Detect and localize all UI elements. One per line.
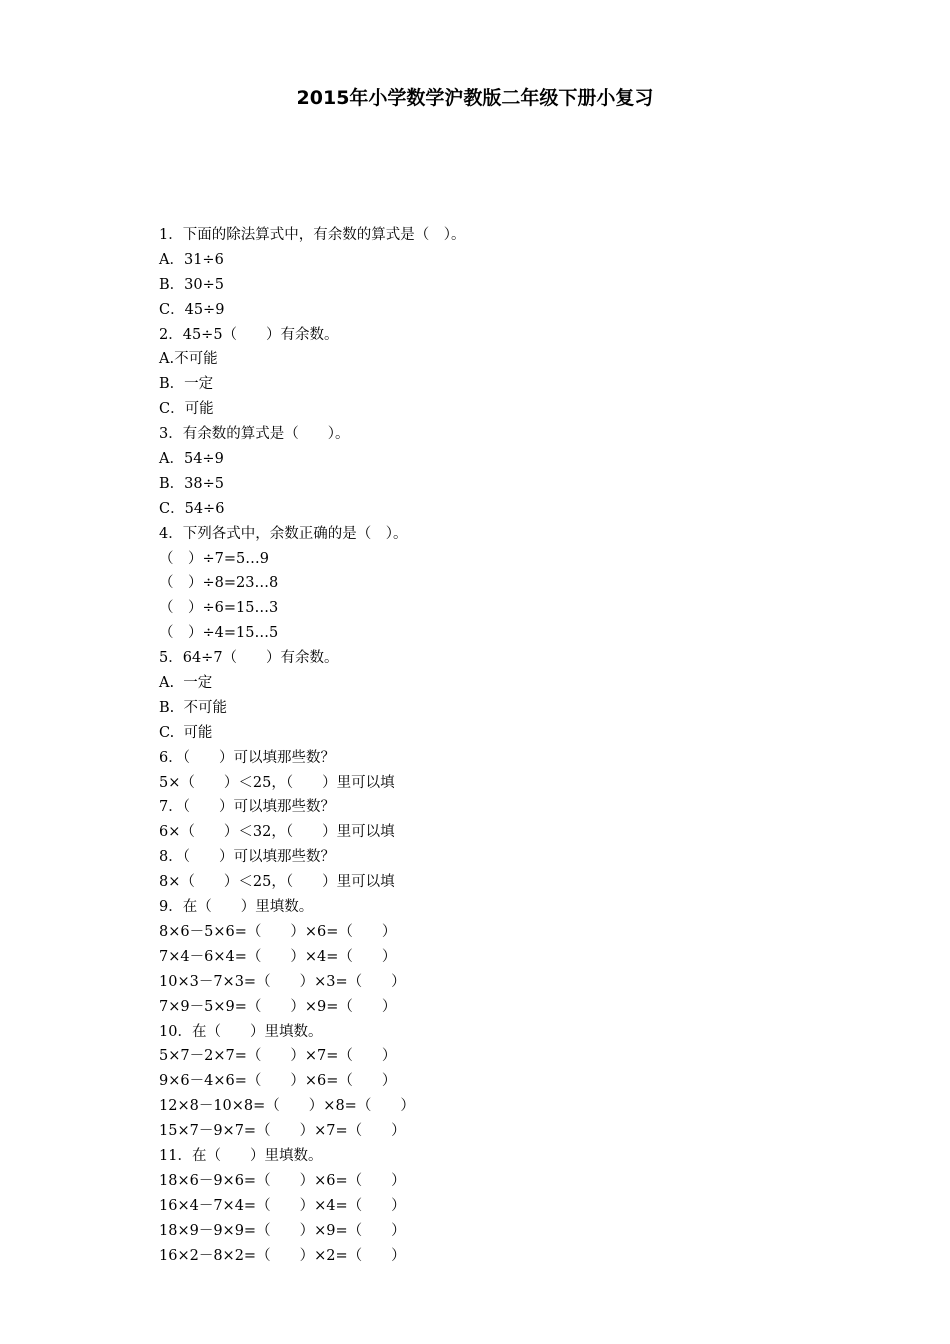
question-10-item-3: 12×8－10×8=（ ）×8=（ ）	[159, 1098, 415, 1115]
option-4c: （ ）÷6=15…3	[159, 600, 279, 617]
question-10-item-2: 9×6－4×6=（ ）×6=（ ）	[159, 1073, 397, 1090]
option-4b: （ ）÷8=23…8	[159, 575, 279, 592]
question-2: 2．45÷5（ ）有余数。	[159, 326, 339, 343]
question-8: 8．（ ）可以填那些数？	[159, 849, 335, 866]
question-10: 10．在（ ）里填数。	[159, 1023, 323, 1040]
option-5a: A. 一定	[159, 675, 213, 692]
question-11-item-2: 16×4－7×4=（ ）×4=（ ）	[159, 1197, 406, 1214]
question-3: 3．有余数的算式是（ ）。	[159, 426, 350, 443]
question-10-item-4: 15×7－9×7=（ ）×7=（ ）	[159, 1123, 406, 1140]
question-8-item: 8×（ ）＜25，（ ）里可以填	[159, 874, 395, 891]
question-9: 9．在（ ）里填数。	[159, 899, 314, 916]
question-10-item-1: 5×7－2×7=（ ）×7=（ ）	[159, 1048, 397, 1065]
question-11-item-4: 16×2－8×2=（ ）×2=（ ）	[159, 1247, 406, 1264]
document-title: 2015年小学数学沪教版二年级下册小复习	[296, 87, 654, 109]
option-3b: B．38÷5	[159, 475, 224, 492]
question-9-item-1: 8×6－5×6=（ ）×6=（ ）	[159, 923, 397, 940]
question-4: 4．下列各式中，余数正确的是（ ）。	[159, 525, 408, 542]
option-2c: C．可能	[159, 401, 214, 418]
question-9-item-3: 10×3－7×3=（ ）×3=（ ）	[159, 973, 406, 990]
option-1a: A．31÷6	[159, 251, 224, 268]
question-7: 7．（ ）可以填那些数？	[159, 799, 335, 816]
question-6-item: 5×（ ）＜25，（ ）里可以填	[159, 774, 395, 791]
option-5b: B. 不可能	[159, 699, 227, 716]
option-4d: （ ）÷4=15…5	[159, 625, 279, 642]
question-11-item-1: 18×6－9×6=（ ）×6=（ ）	[159, 1172, 406, 1189]
option-3c: C．54÷6	[159, 500, 225, 517]
option-1b: B．30÷5	[159, 276, 224, 293]
question-6: 6．（ ）可以填那些数？	[159, 749, 335, 766]
question-1: 1．下面的除法算式中，有余数的算式是（ ）。	[159, 227, 466, 243]
question-11-item-3: 18×9－9×9=（ ）×9=（ ）	[159, 1222, 406, 1239]
question-7-item: 6×（ ）＜32，（ ）里可以填	[159, 824, 395, 841]
question-9-item-2: 7×4－6×4=（ ）×4=（ ）	[159, 948, 397, 965]
question-11: 11．在（ ）里填数。	[159, 1147, 323, 1164]
option-4a: （ ）÷7=5…9	[159, 550, 269, 567]
option-2b: B．一定	[159, 376, 214, 393]
question-5: 5．64÷7（ ）有余数。	[159, 650, 339, 667]
option-2a: A.不可能	[159, 351, 218, 368]
option-1c: C．45÷9	[159, 301, 225, 318]
option-3a: A．54÷9	[159, 451, 224, 468]
option-5c: C. 可能	[159, 724, 213, 741]
question-list	[159, 223, 859, 1268]
question-9-item-4: 7×9－5×9=（ ）×9=（ ）	[159, 998, 397, 1015]
